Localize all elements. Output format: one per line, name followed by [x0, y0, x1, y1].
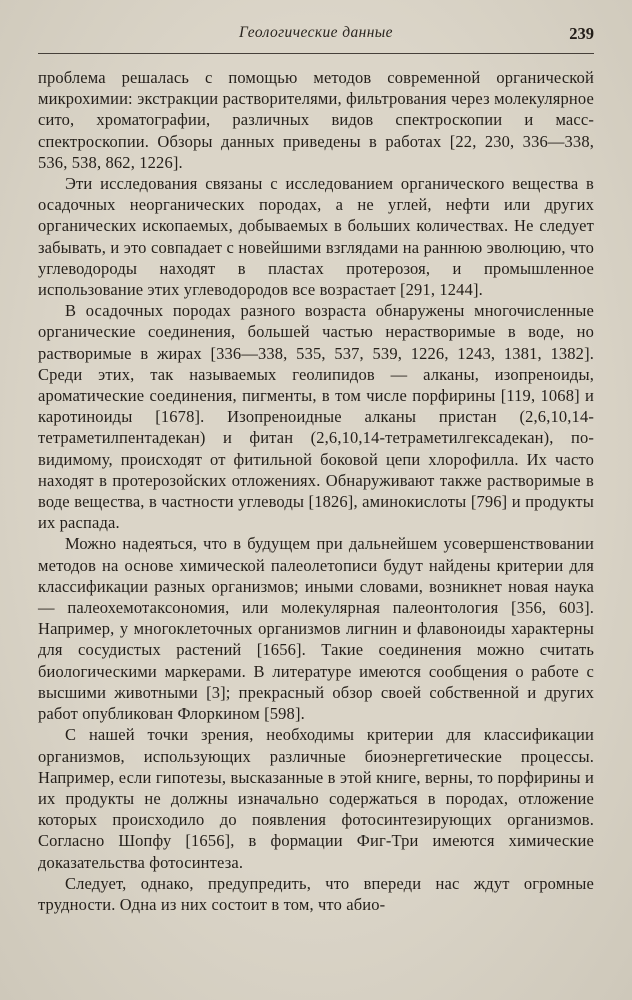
paragraph: В осадочных породах разного возраста обнаружены многочисленные органические соединения, большей частью нерастворимые в воде, но растворимые в жирах [336—338, 535, 537, 539, 1226, 1243, 1381, 1382]. Среди этих, так называемых геолипидов — алканы, изопреноиды, ароматические соединения, пигменты, в том числе порфирины [119, 1068] и каротиноиды [1678]. Изопреноидные алканы пристан (2,6,10,14-тетраметилпентадекан) и фитан (2,6,10,14-тетраметилгексадекан), по-видимому, происходят от фитильной боковой цепи хлорофилла. Их часто находят в протерозойских отложениях. Обнаруживают также растворимые в воде вещества, в частности углеводы [1826], аминокислоты [796] и продукты их распада.: [38, 301, 594, 533]
paragraph: проблема решалась с помощью методов современной органической микрохимии: экстракции растворителями, фильтрования через молекулярное сито, хроматографии, различных видов спектроскопии и масс-спектроскопии. Обзоры данных приведены в работах [22, 230, 336—338, 536, 538, 862, 1226].: [38, 68, 594, 172]
paragraph: Можно надеяться, что в будущем при дальнейшем усовершенствовании методов на основе химической палеолетописи будут найдены критерии для классификации разных организмов; иными словами, возникнет новая наука — палеохемотаксономия, или молекулярная палеонтология [356, 603]. Например, у многоклеточных организмов лигнин и флавоноиды характерны для сосудистых растений [1656]. Такие соединения можно считать биологическими маркерами. В литературе имеются сообщения о работе с высшими животными [3]; прекрасный обзор своей собственной и других работ опубликован Флоркином [598].: [38, 534, 594, 724]
paragraph: Эти исследования связаны с исследованием органического вещества в осадочных неорганических породах, а не углей, нефти или других органических ископаемых, добываемых в больших количествах. Не следует забывать, и это совпадает с новейшими взглядами на раннюю эволюцию, что углеводороды находят в пластах протерозоя, и промышленное использование этих углеводородов все возрастает [291, 1244].: [38, 174, 594, 300]
body-text: [38, 67, 594, 915]
page-header: [38, 24, 594, 54]
paragraph: Следует, однако, предупредить, что впереди нас ждут огромные трудности. Одна из них состоит в том, что абио-: [38, 873, 594, 914]
page-number: 239: [569, 24, 594, 43]
running-head: Геологические данные: [239, 24, 393, 41]
paragraph: С нашей точки зрения, необходимы критерии для классификации организмов, использующих различные биоэнергетические процессы. Например, если гипотезы, высказанные в этой книге, верны, то порфирины и их продукты не должны изначально содержаться в породах, отложение которых происходило до появления фотосинтезирующих организмов. Согласно Шопфу [1656], в формации Фиг-Три имеются химические доказательства фотосинтеза.: [38, 725, 594, 872]
